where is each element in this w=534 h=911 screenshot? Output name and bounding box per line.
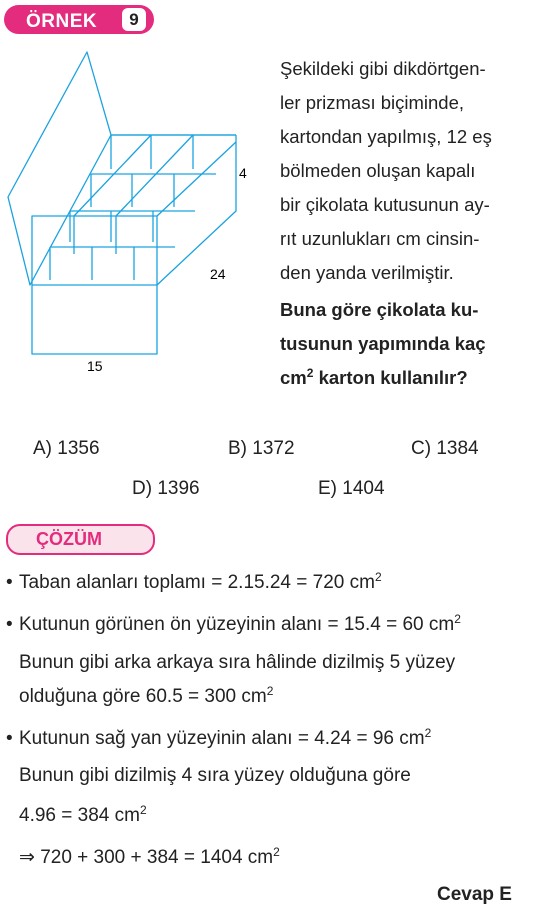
option-c[interactable]: C) 1384 [411,438,479,459]
option-e[interactable]: E) 1404 [318,478,385,499]
solution-line: • Taban alanları toplamı = 2.15.24 = 720 $cm^2$ [6,570,382,593]
question-line: rıt uzunlukları cm cinsin- [280,228,480,249]
question-line: bölmeden oluşan kapalı [280,160,476,181]
solution-line: Bunun gibi arka arkaya sıra hâlinde dizilmiş 5 yüzey [19,652,456,673]
question-line: bir çikolata kutusunun ay- [280,194,490,215]
solution-badge-label: ÇÖZÜM [36,529,102,549]
dimension-height-label: 4 [239,165,247,181]
question-prompt-last-line: $cm^2$ karton kullanılır? [280,366,468,388]
example-badge-label: ÖRNEK [26,11,98,32]
solution-line: • Kutunun sağ yan yüzeyinin alanı = 4.24 = 96 $cm^2$ [6,726,432,749]
option-d[interactable]: D) 1396 [132,478,200,499]
box-lid [8,52,111,285]
divider-depth-1 [74,135,151,216]
box-front-face [32,285,157,354]
solution-line: Bunun gibi dizilmiş 4 sıra yüzey olduğuna göre [19,765,411,786]
option-a[interactable]: A) 1356 [33,438,100,459]
divider-depth-2 [116,135,193,216]
divider-width-rows [50,135,236,280]
question-line: ler prizması biçiminde, [280,92,465,113]
solution-line: • Kutunun görünen ön yüzeyinin alanı = 15.4 = 60 $cm^2$ [6,612,461,635]
question-line: Şekildeki gibi dikdörtgen- [280,58,486,79]
solution-badge [6,524,155,555]
solution-line: 4.96 = 384 $cm^2$ [19,803,147,826]
option-b[interactable]: B) 1372 [228,438,295,459]
box-right-face [157,142,236,285]
question-prompt-line: Buna göre çikolata ku- [280,299,479,320]
example-number-box [122,8,146,31]
chocolate-box-figure [0,40,270,385]
dimension-width-label: 15 [87,358,103,374]
example-badge [4,5,154,34]
question-line: den yanda verilmiştir. [280,262,454,283]
solution-line: olduğuna göre 60.5 = 300 $cm^2$ [19,684,274,707]
box-top-rim [32,216,157,285]
answer-label: Cevap E [437,884,512,905]
solution-result-line: ⇒ 720 + 300 + 384 = 1404 $cm^2$ [19,845,280,868]
example-number: 9 [129,10,139,29]
question-line: kartondan yapılmış, 12 eş [280,126,492,147]
dimension-depth-label: 24 [210,266,226,282]
question-text [280,52,524,395]
question-prompt-line: tusunun yapımında kaç [280,333,486,354]
